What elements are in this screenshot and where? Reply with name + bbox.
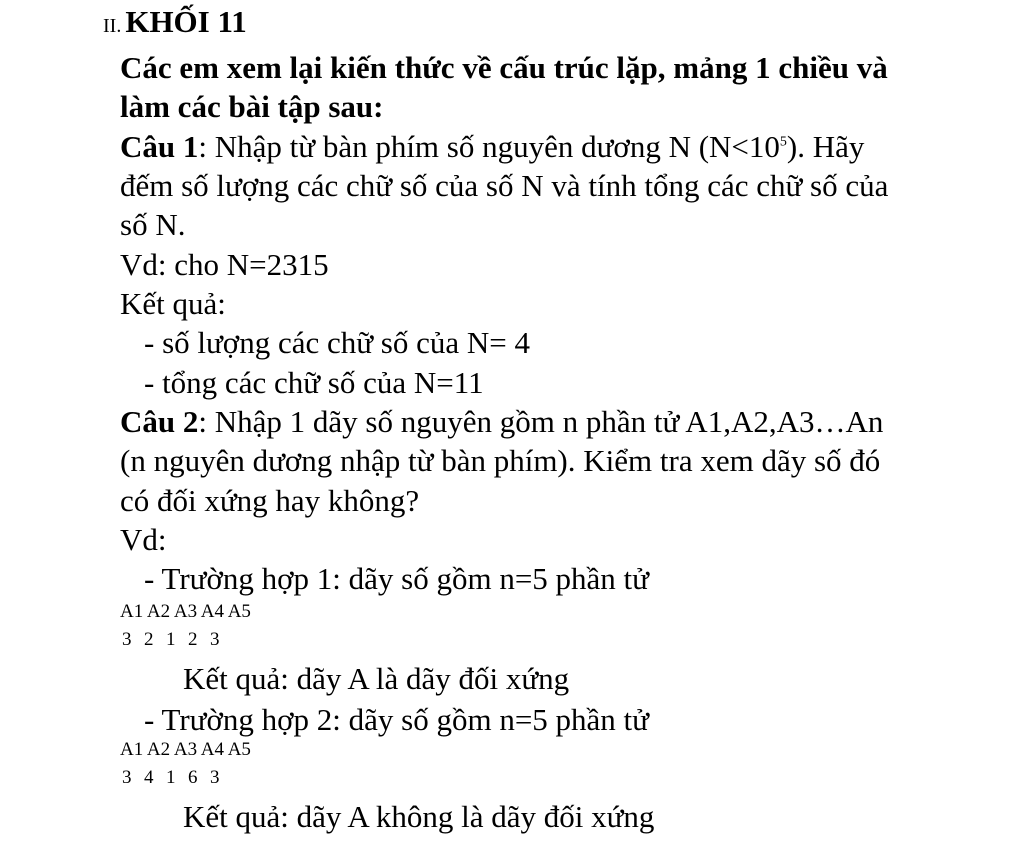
q2-line-2: (n nguyên dương nhập từ bàn phím). Kiểm tra xem dãy số đó [120,443,881,478]
q2-example-label: Vd: [120,522,167,557]
section-title: KHỐI 11 [125,4,247,39]
q2-line-1 [120,406,883,437]
q1-result-sum: - tổng các chữ số của N=11 [144,365,484,400]
case-2-result: Kết quả: dãy A không là dãy đối xứng [183,799,655,834]
case-1-value: 3 [122,629,132,650]
case-1-value: 3 [210,629,220,650]
intro-line-1: Các em xem lại kiến thức về cấu trúc lặp, mảng 1 chiều và [120,50,888,85]
q1-line-3: số N. [120,207,186,242]
intro-line-2: làm các bài tập sau: [120,89,384,124]
q2-line-3: có đối xứng hay không? [120,483,420,518]
case-1-result: Kết quả: dãy A là dãy đối xứng [183,661,570,696]
section-roman-numeral: II. [103,15,122,37]
q1-exponent: 5 [779,134,787,150]
case-1-value: 2 [188,629,198,650]
case-2-value: 1 [166,767,176,788]
case-2-value: 3 [122,767,132,788]
q1-result-label: Kết quả: [120,286,226,321]
q2-text: : Nhập 1 dãy số nguyên gồm n phần tử A1,A2,A3…An [198,404,884,439]
q2-label: Câu 2 [120,404,199,439]
q1-line-1 [120,131,864,162]
case-2-headers: A1 A2 A3 A4 A5 [120,739,251,760]
q1-text-pre: : Nhập từ bàn phím số nguyên dương N (N<10 [198,129,780,164]
case-2-values [122,768,232,787]
case-2-value: 4 [144,767,154,788]
q1-result-count: - số lượng các chữ số của N= 4 [144,325,530,360]
case-2-title: - Trường hợp 2: dãy số gồm n=5 phần tử [144,702,649,737]
q1-text-post: ). Hãy [786,129,865,164]
case-2-value: 6 [188,767,198,788]
case-1-values [122,630,232,649]
case-2-value: 3 [210,767,220,788]
q1-example: Vd: cho N=2315 [120,247,329,282]
case-1-title: - Trường hợp 1: dãy số gồm n=5 phần tử [144,561,649,596]
case-1-value: 1 [166,629,176,650]
q1-line-2: đếm số lượng các chữ số của số N và tính tổng các chữ số của [120,168,889,203]
q1-label: Câu 1 [120,129,199,164]
case-1-value: 2 [144,629,154,650]
case-1-headers: A1 A2 A3 A4 A5 [120,601,251,622]
section-heading [103,6,247,37]
